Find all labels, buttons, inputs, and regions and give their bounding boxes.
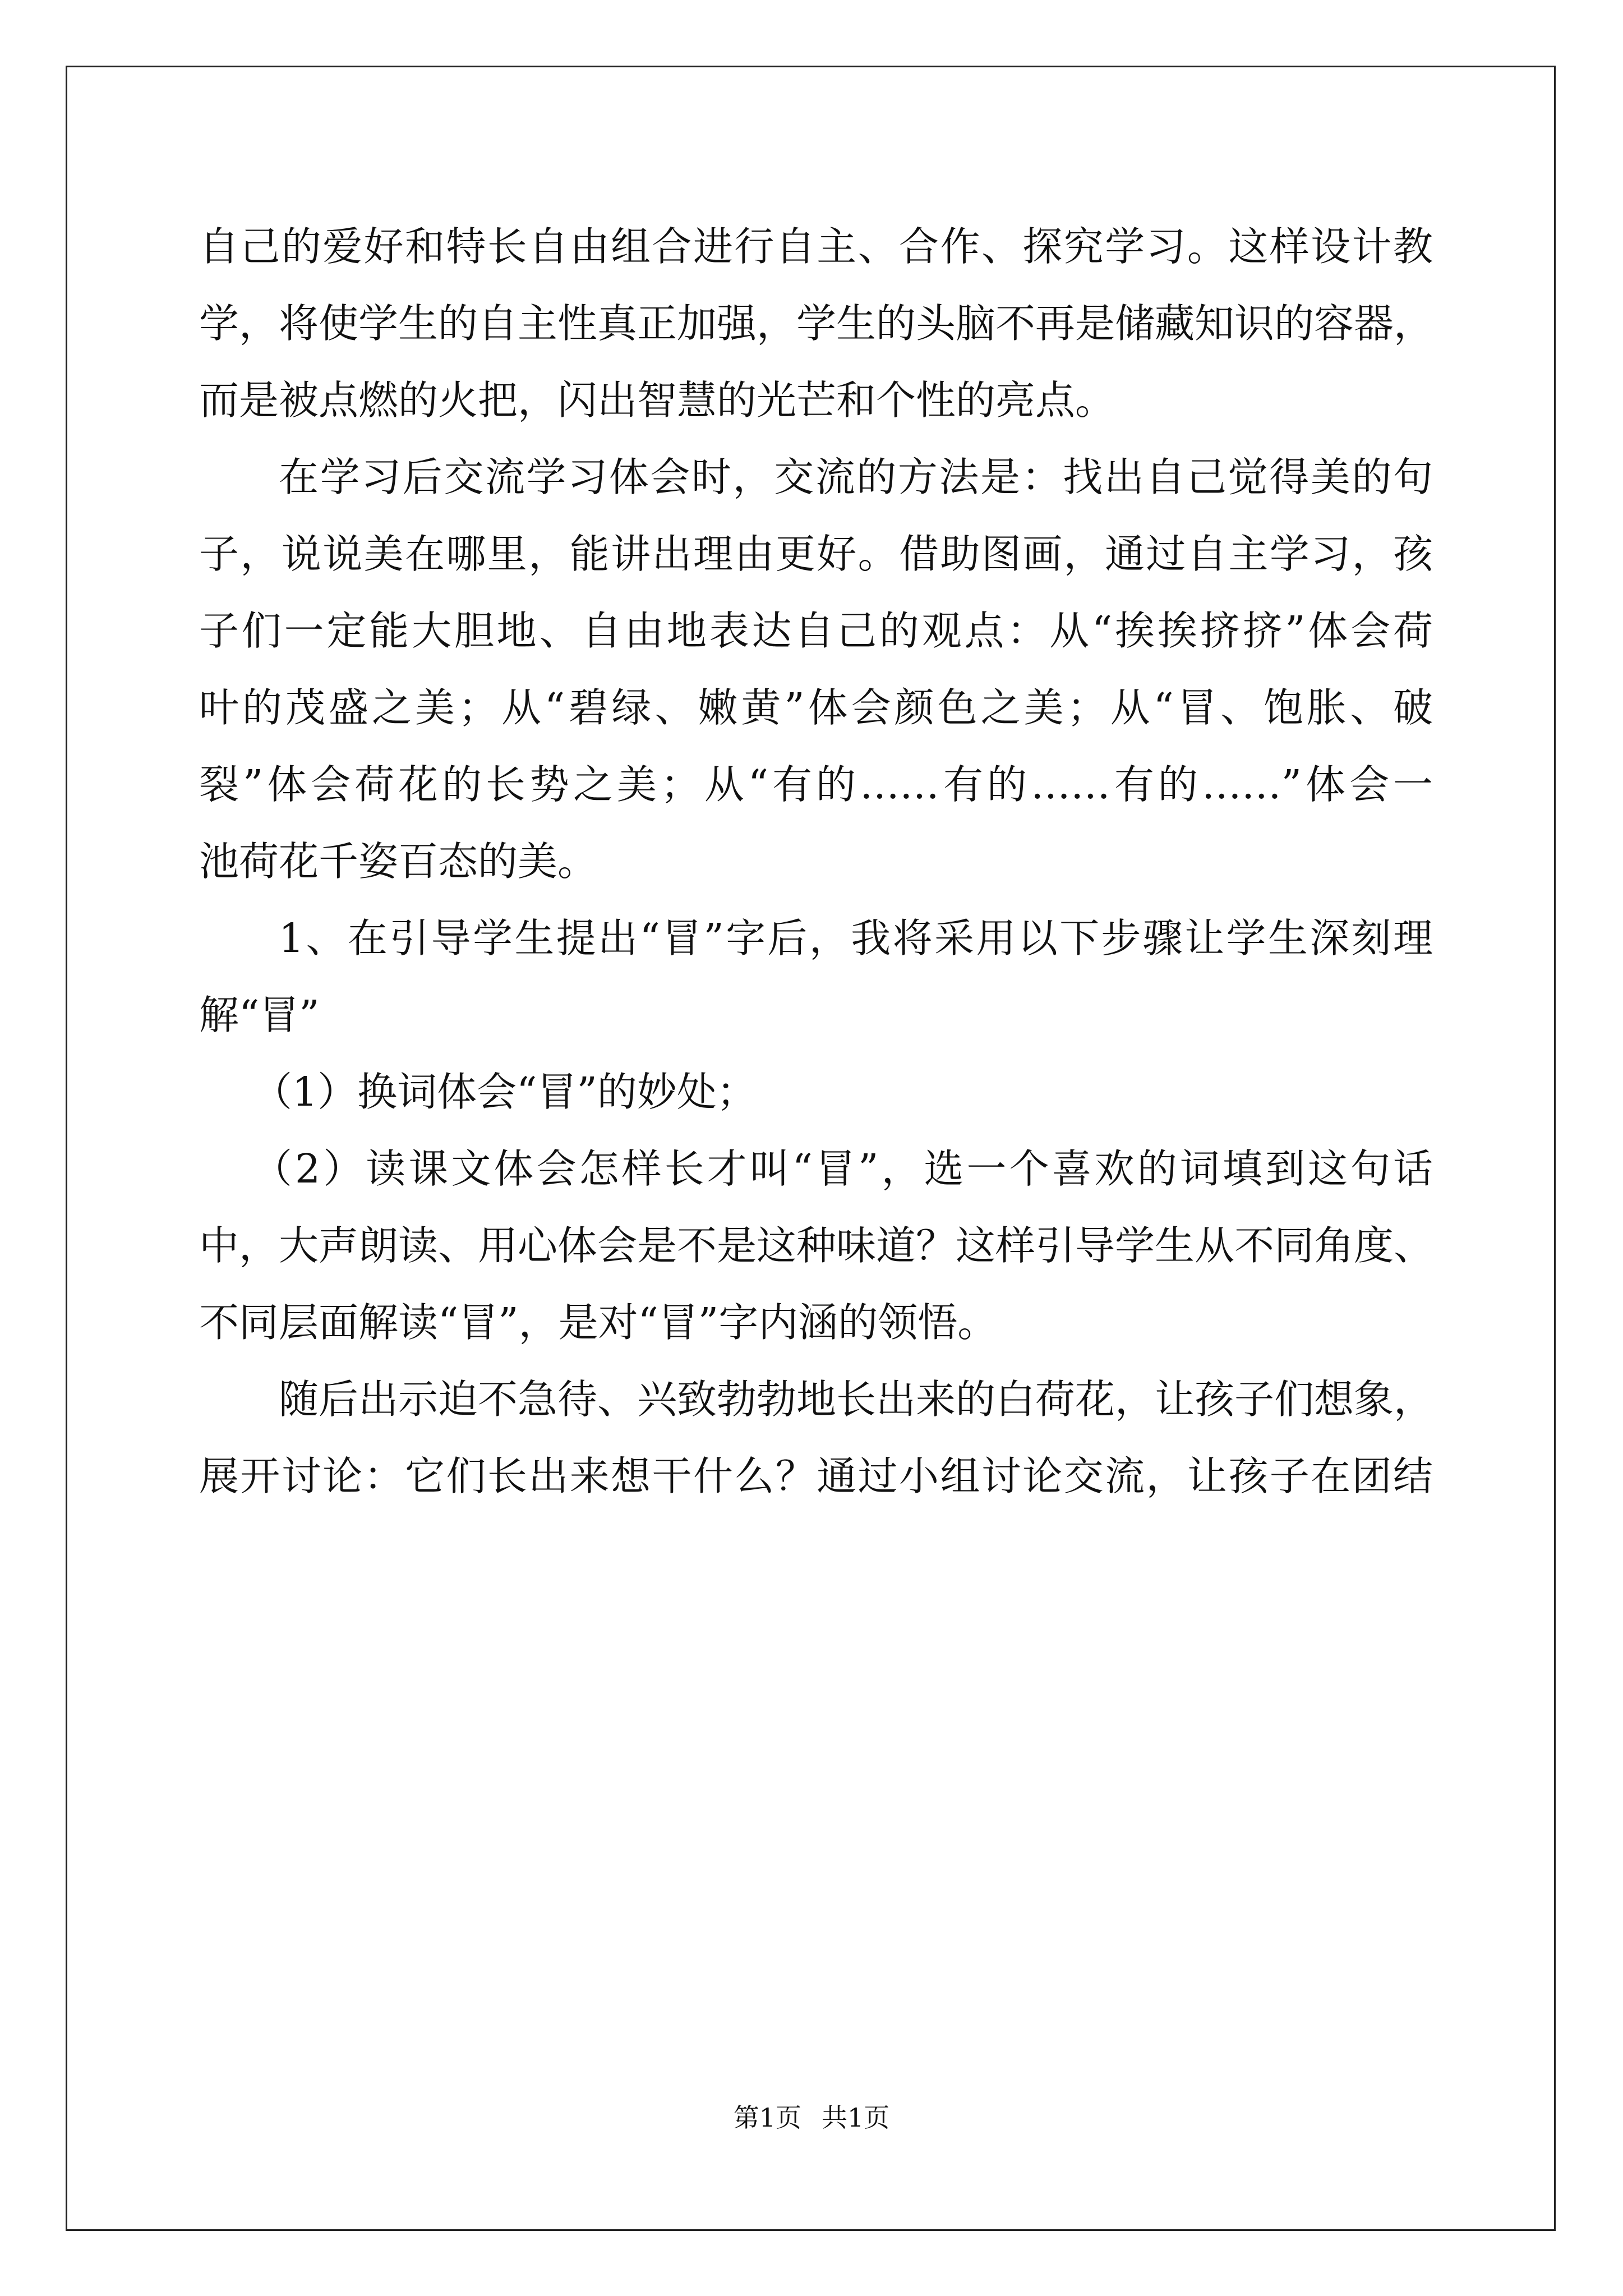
text-line: 而是被点燃的火把，闪出智慧的光芒和个性的亮点。: [199, 377, 1115, 424]
page-total: 共1页: [822, 2102, 890, 2133]
text-line: 不同层面解读“冒”，是对“冒”字内涵的领悟。: [199, 1299, 998, 1346]
text-line: 中，大声朗读、用心体会是不是这种味道？这样引导学生从不同角度、: [199, 1222, 1434, 1269]
text-line: 解“冒”: [199, 992, 320, 1038]
text-line: 1、在引导学生提出“冒”字后，我将采用以下步骤让学生深刻理: [279, 915, 1433, 961]
text-line: 展开讨论：它们长出来想干什么？通过小组讨论交流，让孩子在团结: [199, 1453, 1433, 1499]
text-line: 随后出示迫不急待、兴致勃勃地长出来的白荷花，让孩子们想象，: [279, 1376, 1434, 1423]
page-footer: [0, 2101, 1623, 2134]
text-line: 在学习后交流学习体会时，交流的方法是：找出自己觉得美的句: [279, 454, 1433, 500]
text-line: 子们一定能大胆地、自由地表达自己的观点：从“挨挨挤挤”体会荷: [199, 608, 1433, 654]
text-line: 裂”体会荷花的长势之美；从“有的……有的……有的……”体会一: [199, 761, 1433, 808]
text-line: 池荷花千姿百态的美。: [199, 838, 598, 885]
text-line: 子，说说美在哪里，能讲出理由更好。借助图画，通过自主学习，孩: [199, 531, 1433, 577]
text-line: 学，将使学生的自主性真正加强，学生的头脑不再是储藏知识的容器，: [199, 300, 1434, 347]
text-line: （2）读课文体会怎样长才叫“冒”，选一个喜欢的词填到这句话: [252, 1145, 1433, 1192]
text-line: 自己的爱好和特长自由组合进行自主、合作、探究学习。这样设计教: [199, 223, 1433, 270]
text-line: 叶的茂盛之美；从“碧绿、嫩黄”体会颜色之美；从“冒、饱胀、破: [199, 684, 1433, 731]
text-line: （1）换词体会“冒”的妙处；: [252, 1069, 757, 1115]
page-number: 第1页: [733, 2102, 801, 2133]
